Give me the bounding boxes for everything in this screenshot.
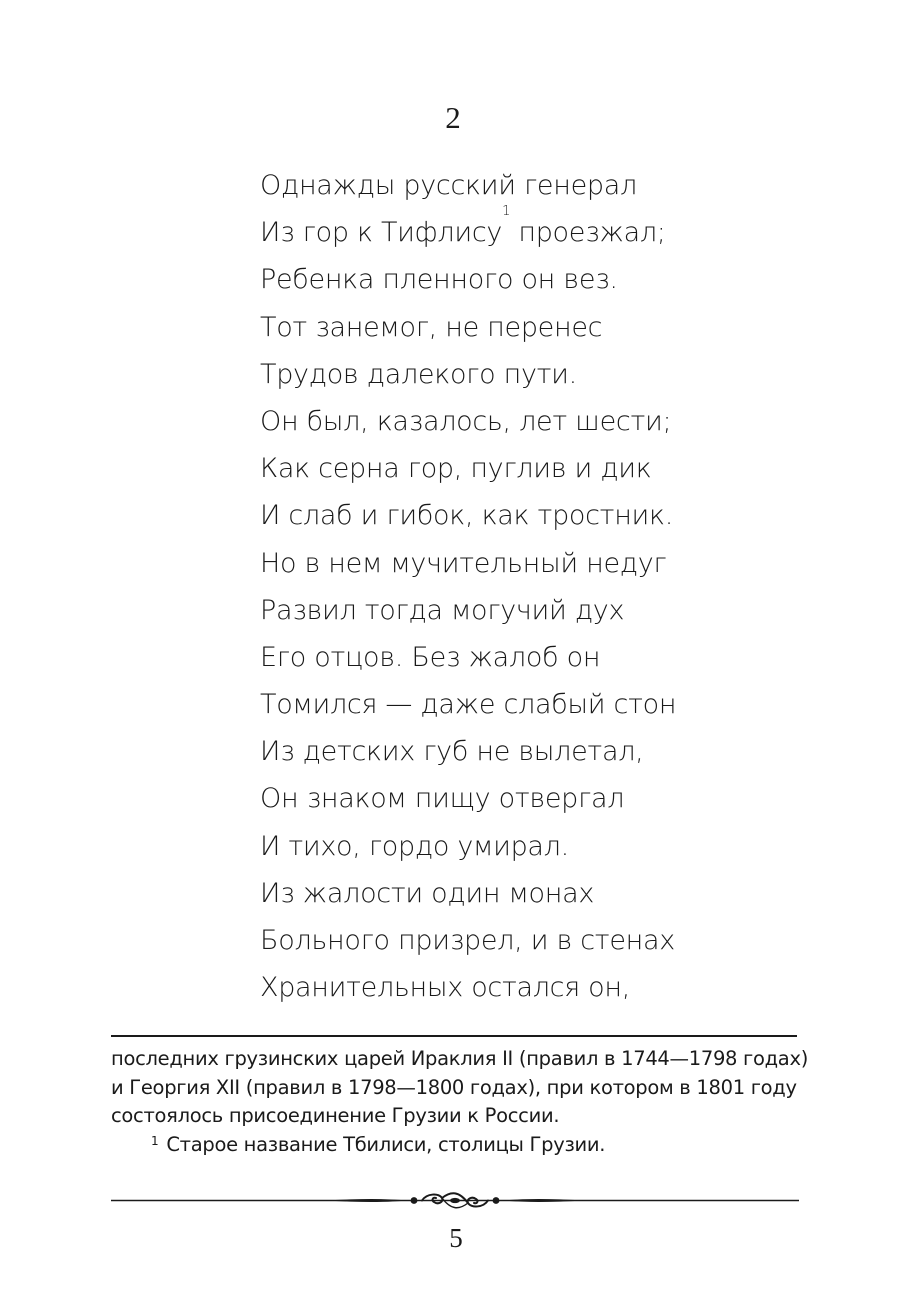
verse-line: Он был, казалось, лет шести; bbox=[260, 405, 672, 437]
verse-line: Из жалости один монах bbox=[260, 877, 595, 909]
chapter-number: 2 bbox=[445, 100, 461, 135]
verse-line: И слаб и гибок, как тростник. bbox=[260, 500, 674, 532]
footnote-marker: 1 bbox=[151, 1133, 159, 1148]
verse-line: Из детских губ не вылетал, bbox=[260, 736, 644, 768]
verse-line: Ребенка пленного он вез. bbox=[260, 264, 618, 296]
footnote-divider bbox=[111, 1035, 797, 1037]
footnote-1 bbox=[111, 1131, 801, 1162]
verse-line: Однажды русский генерал bbox=[260, 170, 637, 201]
footnote-line: и Георгия XII (правил в 1798—1800 годах), при котором в 1801 году bbox=[111, 1075, 797, 1099]
footnote-text: Старое название Тбилиси, столицы Грузии. bbox=[166, 1132, 606, 1156]
verse-line: Хранительных остался он, bbox=[260, 972, 631, 1004]
verse-line-text: Из гор к Тифлису bbox=[260, 217, 503, 249]
footnotes-section bbox=[111, 1045, 809, 1161]
footnote-continuation bbox=[111, 1045, 809, 1131]
footnote-reference[interactable]: 1 bbox=[502, 204, 511, 220]
verse-line-with-footnote bbox=[260, 204, 820, 256]
verse-line-text-rest: проезжал; bbox=[510, 217, 666, 249]
verse-line: Тот занемог, не перенес bbox=[260, 311, 603, 343]
page-number: 5 bbox=[449, 1223, 463, 1253]
verse-line: Он знаком пищу отвергал bbox=[260, 783, 625, 815]
verse-line: Томился — даже слабый стон bbox=[260, 689, 677, 721]
poem-stanza bbox=[260, 162, 820, 1011]
verse-line: Трудов далекого пути. bbox=[260, 358, 577, 390]
verse-line: Его отцов. Без жалоб он bbox=[260, 641, 601, 673]
footnote-line: состоялось присоединение Грузии к России. bbox=[111, 1104, 560, 1127]
verse-line: Но в нем мучительный недуг bbox=[260, 547, 667, 579]
verse-line: И тихо, гордо умирал. bbox=[260, 830, 569, 862]
verse-line: Развил тогда могучий дух bbox=[260, 594, 625, 626]
footnote-line: последних грузинских царей Ираклия II (правил в 1744—1798 годах) bbox=[111, 1047, 809, 1070]
verse-line: Больного призрел, и в стенах bbox=[260, 925, 675, 956]
verse-line: Как серна гор, пуглив и дик bbox=[260, 453, 652, 485]
ornamental-divider bbox=[111, 1185, 799, 1217]
